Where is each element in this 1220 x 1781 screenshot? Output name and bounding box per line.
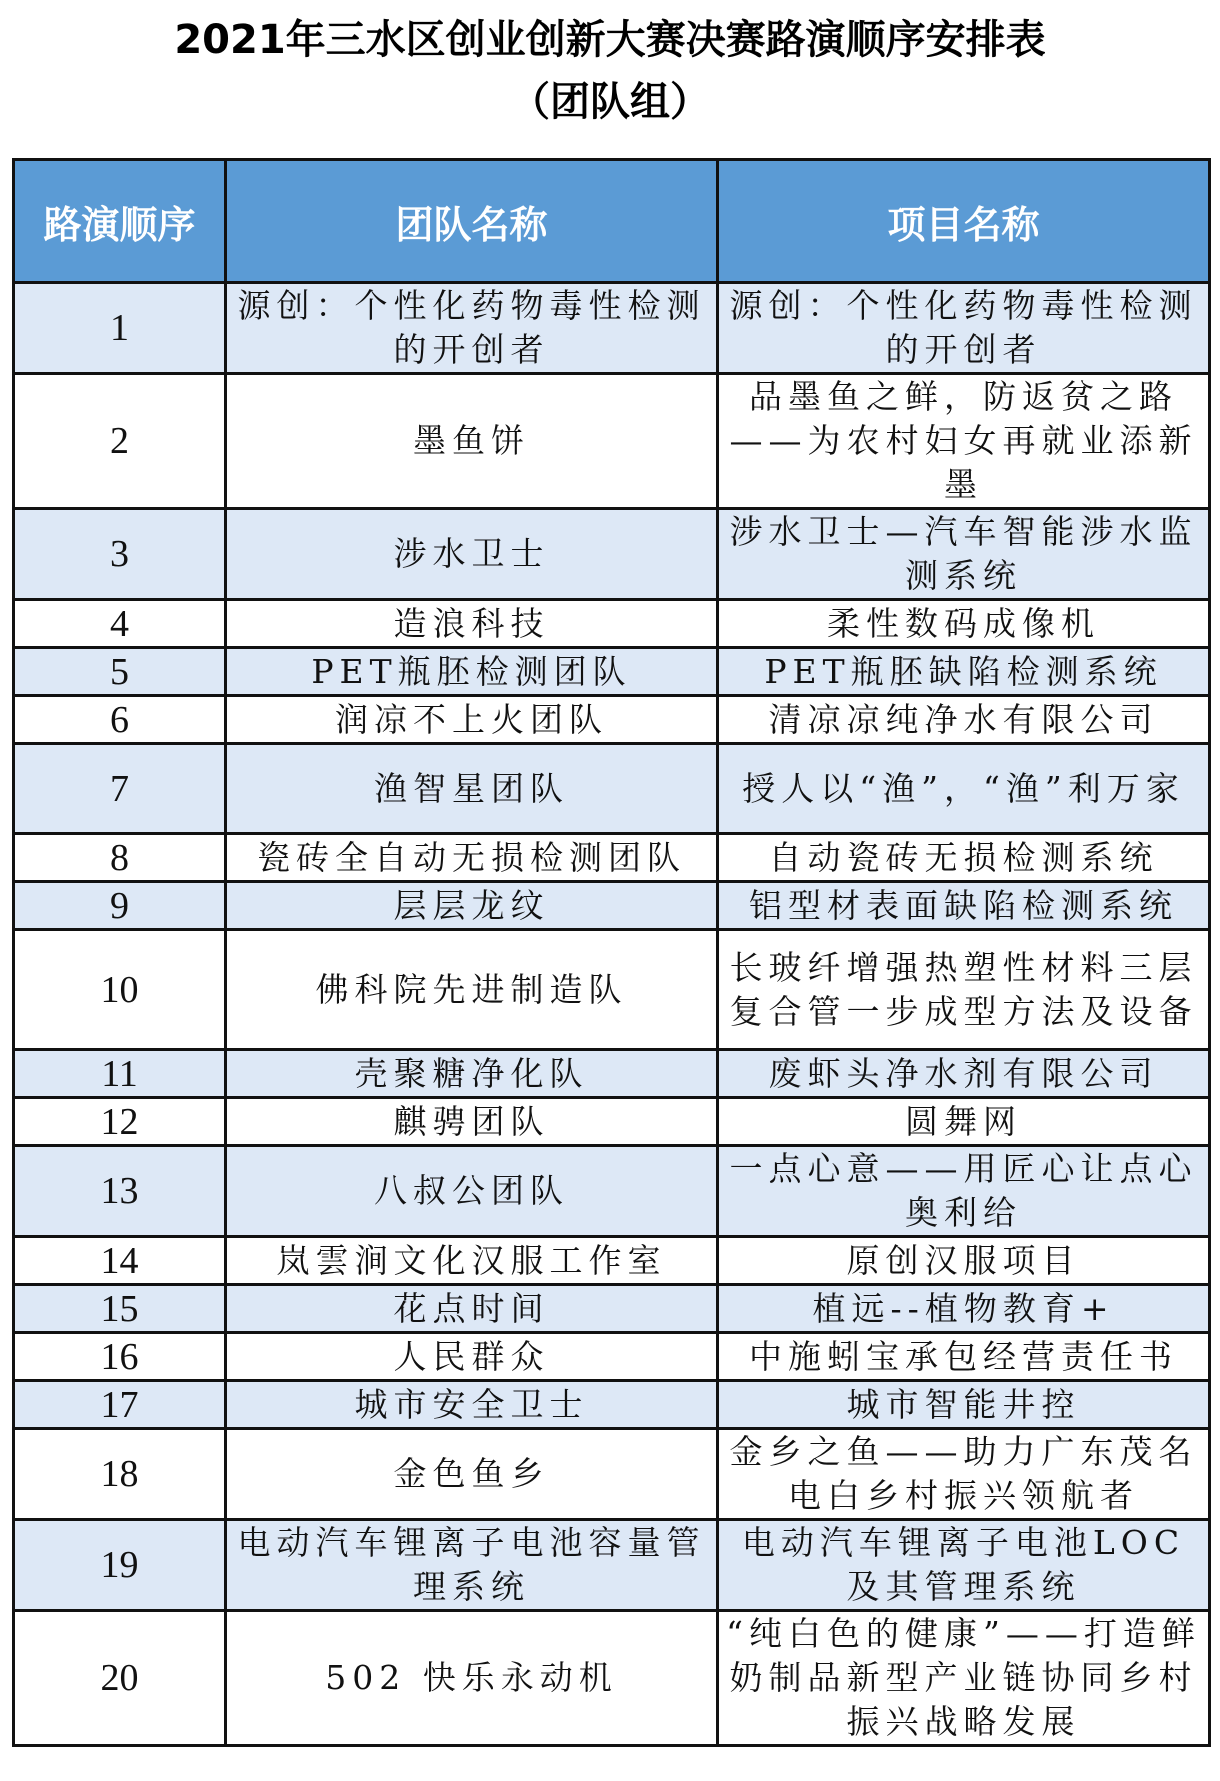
project-cell: 一点心意——用匠心让点心奥利给 — [718, 1146, 1210, 1237]
order-cell: 10 — [14, 930, 226, 1050]
header-team: 团队名称 — [226, 160, 718, 283]
project-cell: 自动瓷砖无损检测系统 — [718, 834, 1210, 882]
project-cell: 废虾头净水剂有限公司 — [718, 1050, 1210, 1098]
table-row — [14, 744, 1210, 834]
team-cell: 壳聚糖净化队 — [226, 1050, 718, 1098]
table-row — [14, 1333, 1210, 1381]
team-cell: 渔智星团队 — [226, 744, 718, 834]
team-cell: 花点时间 — [226, 1285, 718, 1333]
table-row — [14, 374, 1210, 509]
project-cell: PET瓶胚缺陷检测系统 — [718, 648, 1210, 696]
page-title: 2021年三水区创业创新大赛决赛路演顺序安排表 — [174, 17, 1046, 63]
table-row — [14, 283, 1210, 374]
order-cell: 5 — [14, 648, 226, 696]
order-cell: 12 — [14, 1098, 226, 1146]
order-cell: 14 — [14, 1237, 226, 1285]
project-cell: 柔性数码成像机 — [718, 600, 1210, 648]
order-cell: 20 — [14, 1611, 226, 1746]
order-cell: 3 — [14, 509, 226, 600]
order-cell: 19 — [14, 1520, 226, 1611]
order-cell: 13 — [14, 1146, 226, 1237]
order-cell: 16 — [14, 1333, 226, 1381]
table-row — [14, 1237, 1210, 1285]
table-row — [14, 882, 1210, 930]
table-row — [14, 930, 1210, 1050]
table-row — [14, 1285, 1210, 1333]
project-cell: 铝型材表面缺陷检测系统 — [718, 882, 1210, 930]
team-cell: 层层龙纹 — [226, 882, 718, 930]
team-cell: 城市安全卫士 — [226, 1381, 718, 1429]
order-cell: 17 — [14, 1381, 226, 1429]
project-cell: 原创汉服项目 — [718, 1237, 1210, 1285]
order-cell: 11 — [14, 1050, 226, 1098]
team-cell: 造浪科技 — [226, 600, 718, 648]
project-cell: 圆舞网 — [718, 1098, 1210, 1146]
table-row — [14, 1381, 1210, 1429]
table-row — [14, 1050, 1210, 1098]
team-cell: 八叔公团队 — [226, 1146, 718, 1237]
team-cell: 润凉不上火团队 — [226, 696, 718, 744]
team-cell: 电动汽车锂离子电池容量管理系统 — [226, 1520, 718, 1611]
team-cell: 岚雲涧文化汉服工作室 — [226, 1237, 718, 1285]
order-cell: 7 — [14, 744, 226, 834]
order-cell: 15 — [14, 1285, 226, 1333]
order-cell: 18 — [14, 1429, 226, 1520]
project-cell: 涉水卫士—汽车智能涉水监测系统 — [718, 509, 1210, 600]
page-subtitle: （团队组） — [510, 79, 710, 125]
table-row — [14, 1611, 1210, 1746]
table-row — [14, 1146, 1210, 1237]
team-cell: 佛科院先进制造队 — [226, 930, 718, 1050]
project-cell: 中施蚓宝承包经营责任书 — [718, 1333, 1210, 1381]
project-cell: 授人以“渔”，“渔”利万家 — [718, 744, 1210, 834]
project-cell: 品墨鱼之鲜，防返贫之路——为农村妇女再就业添新墨 — [718, 374, 1210, 509]
table-header-row — [14, 160, 1210, 283]
order-cell: 8 — [14, 834, 226, 882]
schedule-table — [12, 158, 1211, 1747]
team-cell: 涉水卫士 — [226, 509, 718, 600]
team-cell: 502 快乐永动机 — [226, 1611, 718, 1746]
team-cell: 金色鱼乡 — [226, 1429, 718, 1520]
project-cell: 长玻纤增强热塑性材料三层复合管一步成型方法及设备 — [718, 930, 1210, 1050]
order-cell: 9 — [14, 882, 226, 930]
team-cell: 墨鱼饼 — [226, 374, 718, 509]
project-cell: 电动汽车锂离子电池LOC及其管理系统 — [718, 1520, 1210, 1611]
table-row — [14, 648, 1210, 696]
header-order: 路演顺序 — [14, 160, 226, 283]
order-cell: 6 — [14, 696, 226, 744]
team-cell: PET瓶胚检测团队 — [226, 648, 718, 696]
team-cell: 瓷砖全自动无损检测团队 — [226, 834, 718, 882]
project-cell: “纯白色的健康”——打造鲜奶制品新型产业链协同乡村振兴战略发展 — [718, 1611, 1210, 1746]
table-row — [14, 1520, 1210, 1611]
header-project: 项目名称 — [718, 160, 1210, 283]
table-row — [14, 696, 1210, 744]
order-cell: 4 — [14, 600, 226, 648]
project-cell: 清凉凉纯净水有限公司 — [718, 696, 1210, 744]
team-cell: 麒骋团队 — [226, 1098, 718, 1146]
project-cell: 金乡之鱼——助力广东茂名电白乡村振兴领航者 — [718, 1429, 1210, 1520]
order-cell: 1 — [14, 283, 226, 374]
project-cell: 源创：个性化药物毒性检测的开创者 — [718, 283, 1210, 374]
project-cell: 城市智能井控 — [718, 1381, 1210, 1429]
table-row — [14, 1098, 1210, 1146]
team-cell: 源创：个性化药物毒性检测的开创者 — [226, 283, 718, 374]
project-cell: 植远--植物教育+ — [718, 1285, 1210, 1333]
table-row — [14, 1429, 1210, 1520]
table-row — [14, 600, 1210, 648]
table-row — [14, 509, 1210, 600]
table-row — [14, 834, 1210, 882]
team-cell: 人民群众 — [226, 1333, 718, 1381]
order-cell: 2 — [14, 374, 226, 509]
